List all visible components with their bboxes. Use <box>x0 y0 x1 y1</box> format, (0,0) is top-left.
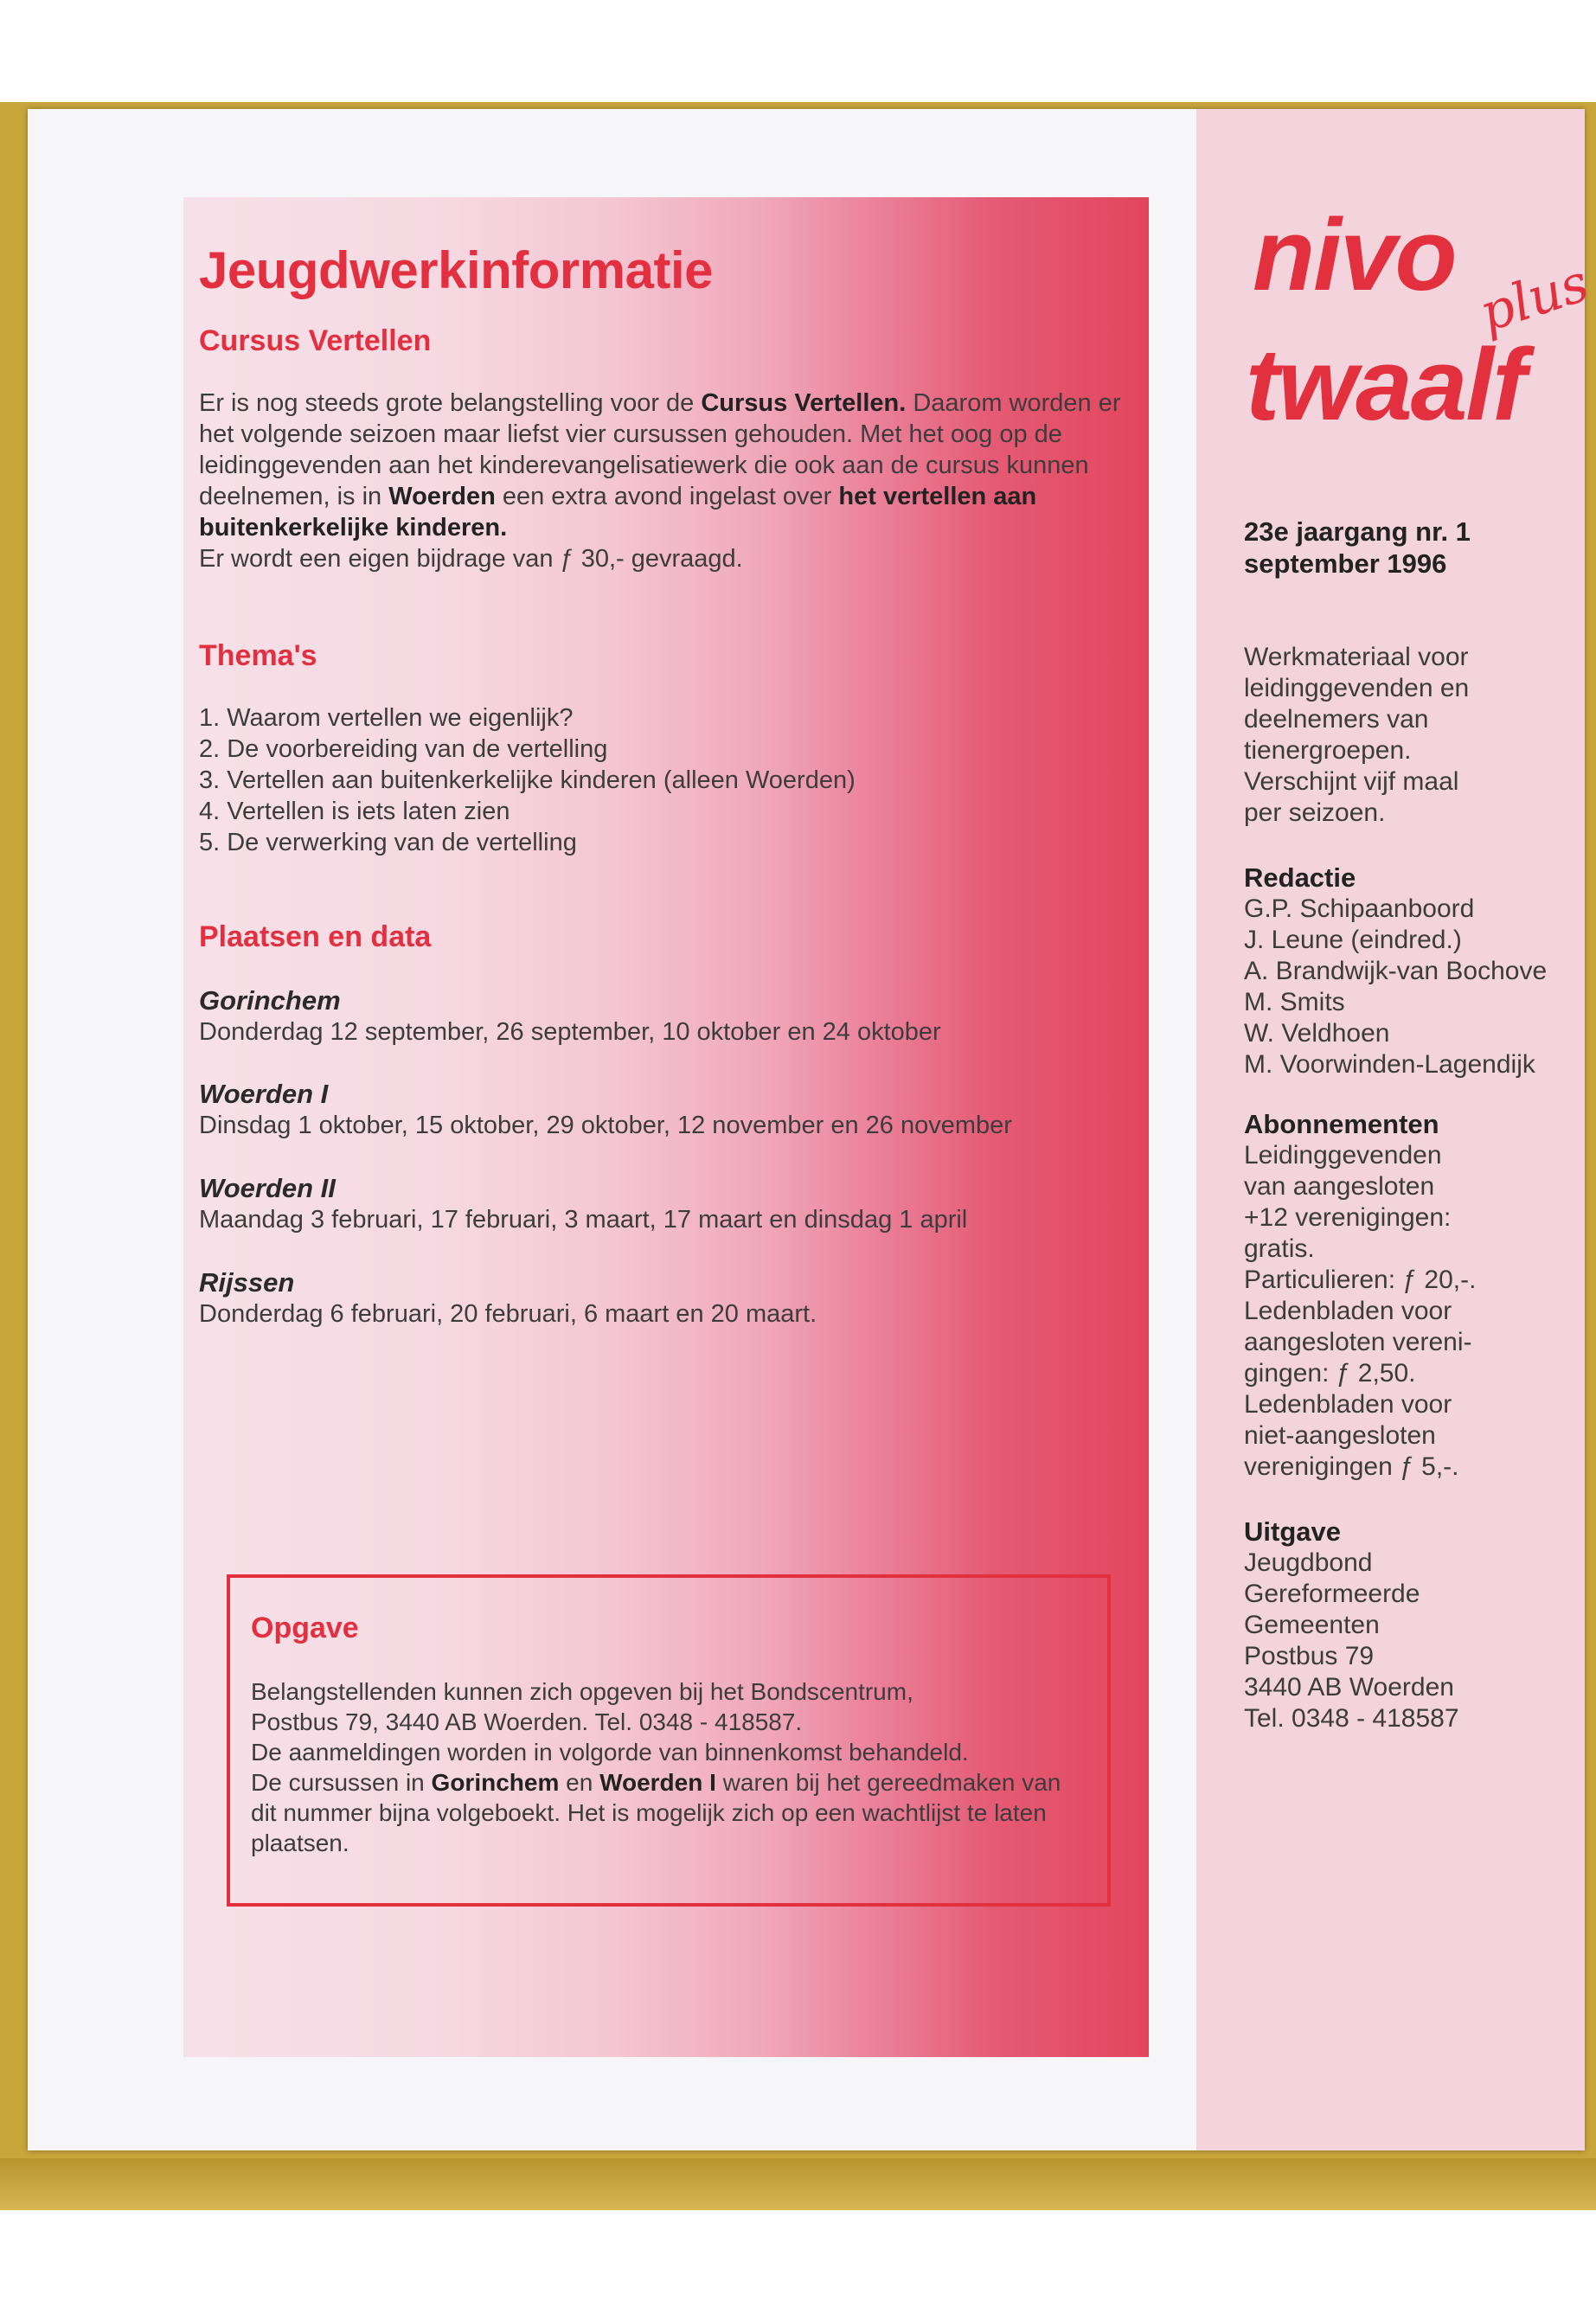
opgave-text-4a: De cursussen in <box>251 1769 432 1796</box>
redactie-heading: Redactie <box>1244 862 1356 893</box>
intro-paragraph <box>199 388 1142 574</box>
redactie-block <box>1244 862 1590 1080</box>
location-dates: Donderdag 6 februari, 20 februari, 6 maart en 20 maart. <box>199 1300 817 1328</box>
location-name: Gorinchem <box>199 985 341 1016</box>
redactie-member: A. Brandwijk-van Bochove <box>1244 957 1548 985</box>
opgave-line: Belangstellenden kunnen zich opgeven bij het Bondscentrum, <box>251 1678 913 1705</box>
abonnementen-line: gratis. <box>1244 1234 1315 1263</box>
opgave-text-4c: waren bij het gereedmaken van dit nummer bijna volgeboekt. Het is mogelijk zich op een wachtlijst te laten plaatsen. <box>251 1769 1061 1856</box>
location-name: Woerden I <box>199 1079 329 1109</box>
list-item: 3. Vertellen aan buitenkerkelijke kinderen (alleen Woerden) <box>199 766 856 794</box>
intro-text-3: een extra avond ingelast over <box>495 483 839 510</box>
issue-info <box>1244 516 1590 580</box>
opgave-text-4b: en <box>559 1769 600 1796</box>
location-entry <box>199 984 1133 1048</box>
intro-text-4: Er wordt een eigen bijdrage van ƒ 30,- gevraagd. <box>199 545 743 573</box>
abonnementen-line: Particulieren: ƒ 20,-. <box>1244 1266 1477 1294</box>
description-line: per seizoen. <box>1244 798 1386 827</box>
abonnementen-heading: Abonnementen <box>1244 1109 1439 1139</box>
intro-bold-1: Cursus Vertellen. <box>701 389 907 417</box>
abonnementen-line: Ledenbladen voor <box>1244 1297 1452 1325</box>
list-item: 1. Waarom vertellen we eigenlijk? <box>199 704 574 732</box>
uitgave-line: 3440 AB Woerden <box>1244 1673 1454 1702</box>
issue-volume: 23e jaargang nr. 1 <box>1244 516 1471 547</box>
abonnementen-line: gingen: ƒ 2,50. <box>1244 1359 1416 1388</box>
abonnementen-line: niet-aangesloten <box>1244 1421 1436 1450</box>
redactie-member: J. Leune (eindred.) <box>1244 926 1462 954</box>
uitgave-line: Jeugdbond <box>1244 1548 1373 1577</box>
redactie-member: G.P. Schipaanboord <box>1244 894 1475 923</box>
themas-heading: Thema's <box>199 639 317 672</box>
location-entry <box>199 1172 1133 1235</box>
abonnementen-line: Leidinggevenden <box>1244 1141 1442 1170</box>
logo-plus: plus <box>1472 253 1596 344</box>
description-line: tienergroepen. <box>1244 736 1412 765</box>
description-line: leidinggevenden en <box>1244 674 1470 702</box>
opgave-bold-woerden: Woerden I <box>599 1769 716 1796</box>
list-item: 5. De verwerking van de vertelling <box>199 829 577 856</box>
location-entry <box>199 1266 1133 1330</box>
list-item: 2. De voorbereiding van de vertelling <box>199 735 608 763</box>
issue-date: september 1996 <box>1244 548 1447 579</box>
uitgave-line: Gereformeerde <box>1244 1580 1420 1608</box>
location-name: Rijssen <box>199 1267 295 1298</box>
redactie-member: M. Smits <box>1244 988 1345 1016</box>
uitgave-heading: Uitgave <box>1244 1516 1341 1547</box>
abonnementen-line: verenigingen ƒ 5,-. <box>1244 1452 1459 1481</box>
page-title: Jeugdwerkinformatie <box>199 241 713 299</box>
abonnementen-line: aangesloten vereni- <box>1244 1328 1472 1356</box>
redactie-member: M. Voorwinden-Lagendijk <box>1244 1050 1535 1079</box>
opgave-bold-gorinchem: Gorinchem <box>431 1769 560 1796</box>
location-dates: Donderdag 12 september, 26 september, 10 oktober en 24 oktober <box>199 1018 941 1046</box>
location-name: Woerden II <box>199 1173 336 1203</box>
opgave-line: De aanmeldingen worden in volgorde van binnenkomst behandeld. <box>251 1739 969 1766</box>
location-dates: Maandag 3 februari, 17 februari, 3 maart, 17 maart en dinsdag 1 april <box>199 1206 968 1234</box>
description-line: deelnemers van <box>1244 705 1429 734</box>
description-line: Verschijnt vijf maal <box>1244 767 1459 796</box>
intro-text-1: Er is nog steeds grote belangstelling voor de <box>199 389 702 417</box>
logo-twaalf: twaalf <box>1246 328 1525 442</box>
magazine-logo <box>1246 198 1596 450</box>
opgave-text <box>251 1676 1081 1858</box>
abonnementen-line: +12 verenigingen: <box>1244 1203 1452 1232</box>
redactie-member: W. Veldhoen <box>1244 1019 1390 1048</box>
uitgave-line: Gemeenten <box>1244 1611 1380 1639</box>
cursus-heading: Cursus Vertellen <box>199 324 432 357</box>
list-item: 4. Vertellen is iets laten zien <box>199 798 510 825</box>
themas-list <box>199 702 1116 858</box>
description-block <box>1244 642 1590 829</box>
uitgave-block <box>1244 1516 1590 1734</box>
location-entry <box>199 1078 1133 1141</box>
uitgave-line: Tel. 0348 - 418587 <box>1244 1704 1459 1733</box>
opgave-heading: Opgave <box>251 1612 359 1644</box>
binder-bottom-edge <box>0 2158 1596 2210</box>
location-dates: Dinsdag 1 oktober, 15 oktober, 29 oktober, 12 november en 26 november <box>199 1112 1012 1139</box>
uitgave-line: Postbus 79 <box>1244 1642 1375 1670</box>
description-line: Werkmateriaal voor <box>1244 643 1469 671</box>
opgave-line: Postbus 79, 3440 AB Woerden. Tel. 0348 - 418587. <box>251 1708 803 1735</box>
plaatsen-heading: Plaatsen en data <box>199 920 432 953</box>
abonnementen-line: Ledenbladen voor <box>1244 1390 1452 1419</box>
intro-bold-3: het vertellen aan buitenkerkelijke kinderen. <box>199 483 1037 542</box>
logo-nivo: nivo <box>1253 198 1456 312</box>
intro-bold-2: Woerden <box>388 483 496 510</box>
abonnementen-line: van aangesloten <box>1244 1172 1435 1201</box>
abonnementen-block <box>1244 1108 1590 1483</box>
intro-text-2: Daarom worden er het volgende seizoen maar liefst vier cursussen gehouden. Met het oog op de leidinggevenden aan het kinderevangelisatiewerk die ook aan de cursus kunnen deelnemen, is in <box>199 389 1121 510</box>
